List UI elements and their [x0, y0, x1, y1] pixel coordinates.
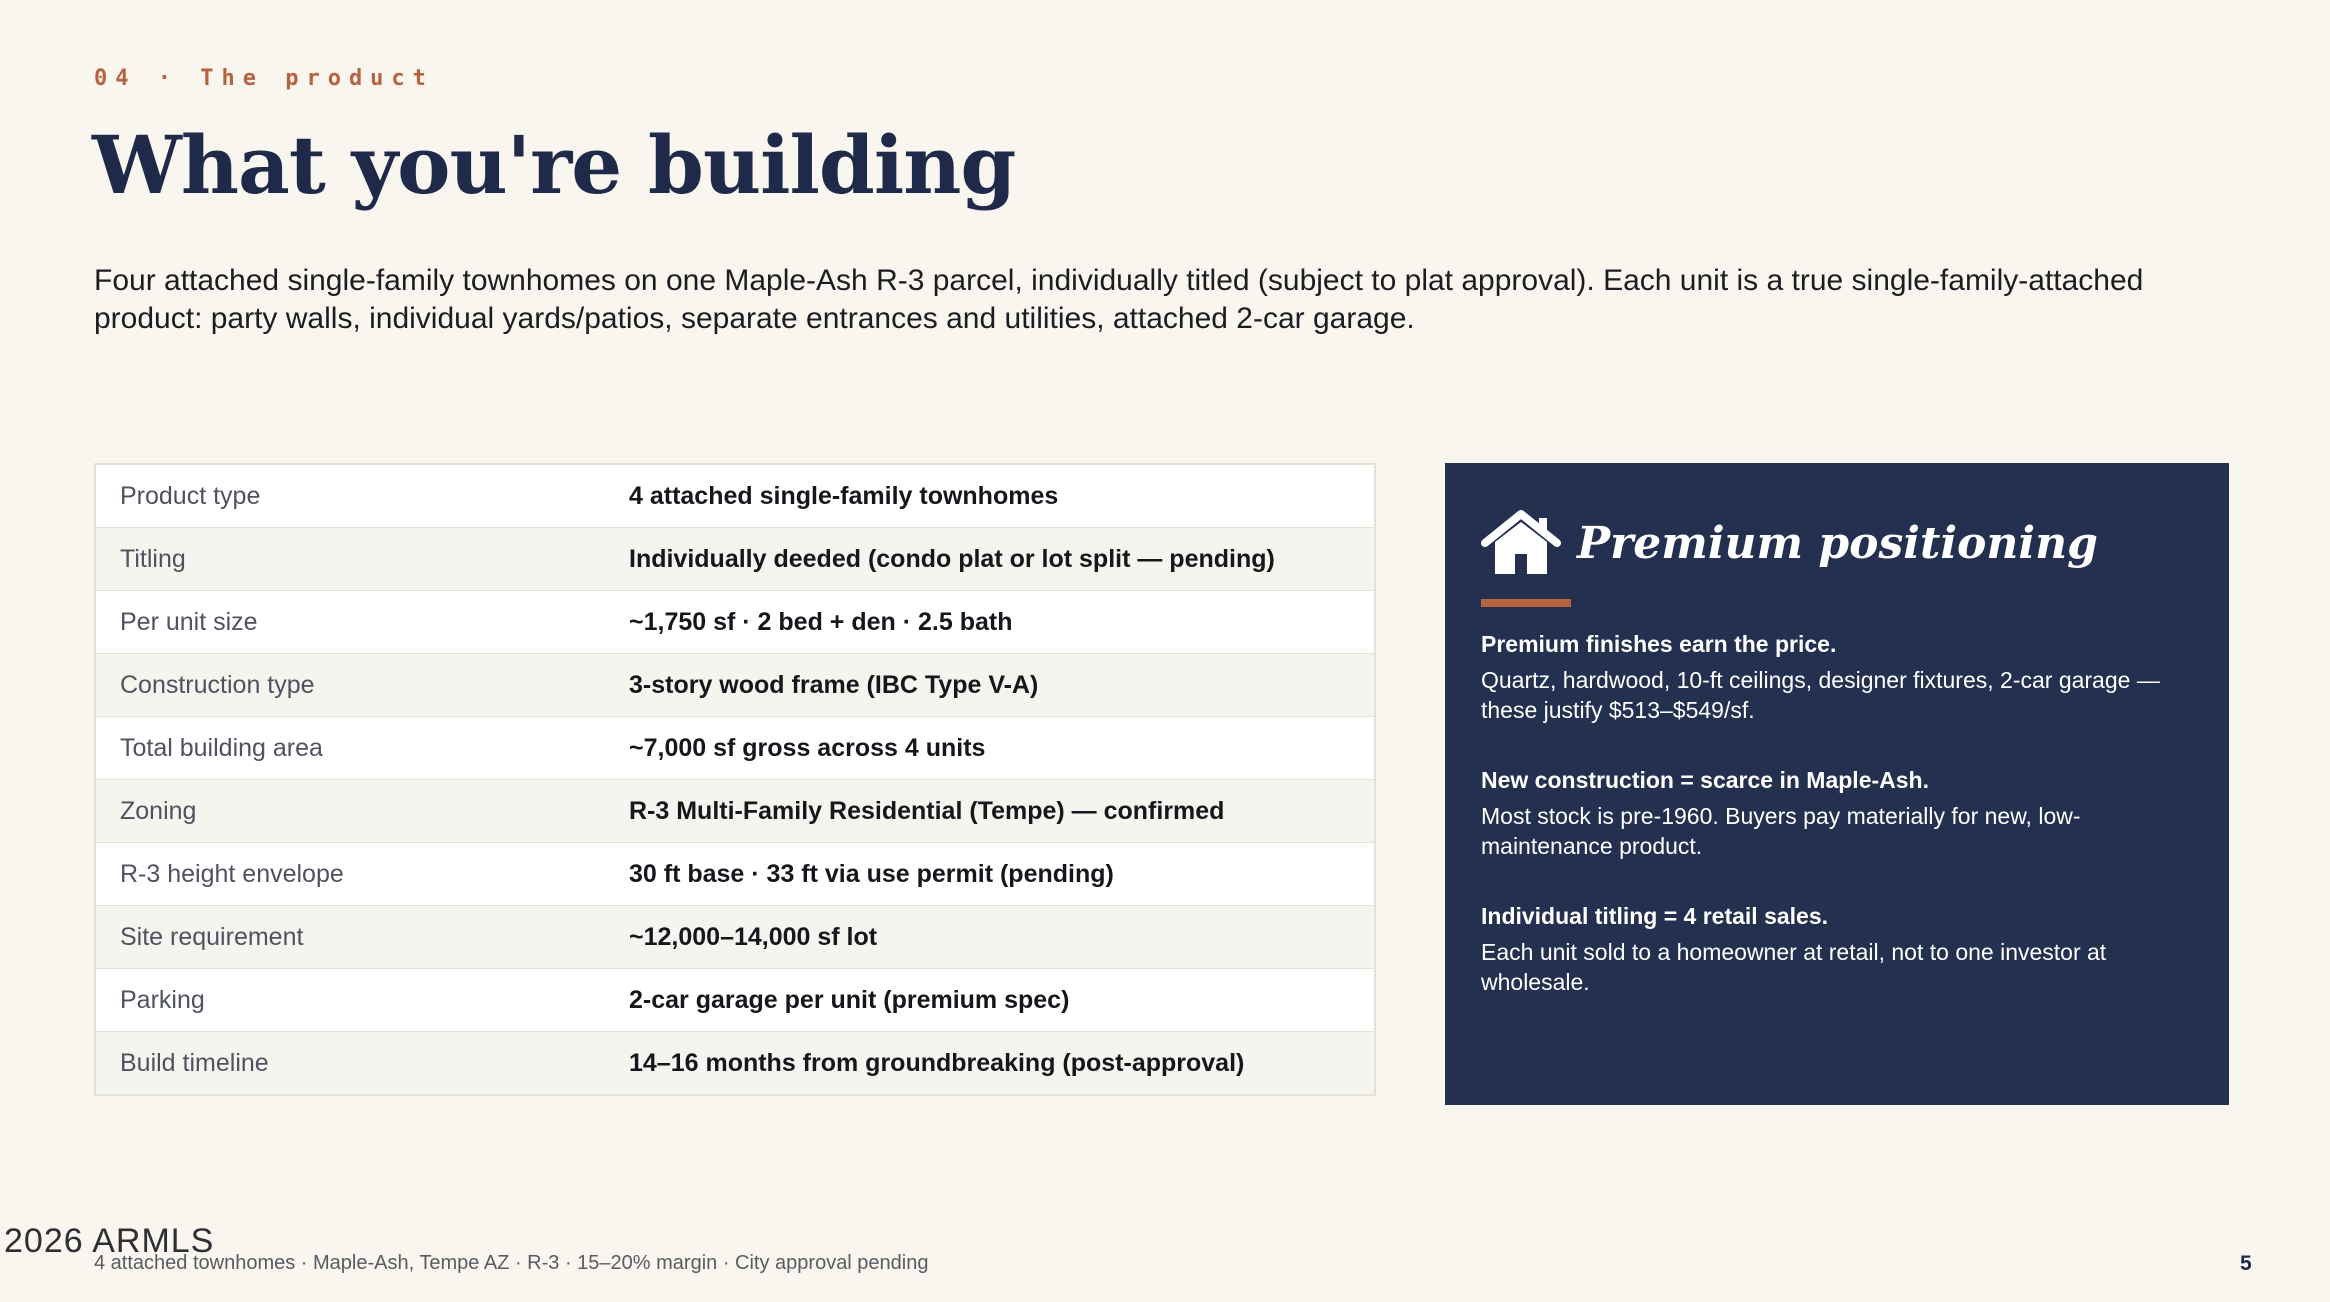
spec-value: 4 attached single-family townhomes: [605, 464, 1375, 528]
premium-positioning-panel: [1445, 463, 2229, 1105]
table-row: [95, 464, 1375, 528]
table-row: [95, 1032, 1375, 1096]
spec-value: R-3 Multi-Family Residential (Tempe) — confirmed: [605, 780, 1375, 843]
table-row: [95, 969, 1375, 1032]
spec-value: 14–16 months from groundbreaking (post-approval): [605, 1032, 1375, 1096]
page-title: What you're building: [92, 118, 1016, 212]
spec-value: ~1,750 sf · 2 bed + den · 2.5 bath: [605, 591, 1375, 654]
point-body: Quartz, hardwood, 10-ft ceilings, designer fixtures, 2-car garage — these justify $513–$549/sf.: [1481, 667, 2160, 723]
positioning-point: [1481, 765, 2193, 861]
positioning-point: [1481, 901, 2193, 997]
house-icon: [1481, 510, 1561, 576]
spec-label: Total building area: [95, 717, 605, 780]
spec-value: ~12,000–14,000 sf lot: [605, 906, 1375, 969]
point-body: Each unit sold to a homeowner at retail, not to one investor at wholesale.: [1481, 939, 2107, 995]
spec-label: Zoning: [95, 780, 605, 843]
point-heading: Individual titling = 4 retail sales.: [1481, 903, 1829, 929]
point-heading: Premium finishes earn the price.: [1481, 631, 1837, 657]
spec-label: Parking: [95, 969, 605, 1032]
spec-label: Build timeline: [95, 1032, 605, 1096]
section-kicker: 04 · The product: [94, 66, 434, 91]
spec-label: Per unit size: [95, 591, 605, 654]
table-row: [95, 528, 1375, 591]
spec-label: Construction type: [95, 654, 605, 717]
table-row: [95, 843, 1375, 906]
spec-value: 2-car garage per unit (premium spec): [605, 969, 1375, 1032]
spec-label: Product type: [95, 464, 605, 528]
panel-header: [1481, 503, 2193, 583]
table-row: [95, 717, 1375, 780]
table-row: [95, 906, 1375, 969]
table-row: [95, 780, 1375, 843]
table-row: [95, 654, 1375, 717]
point-heading: New construction = scarce in Maple-Ash.: [1481, 767, 1929, 793]
spec-value: 30 ft base · 33 ft via use permit (pending): [605, 843, 1375, 906]
accent-divider: [1481, 599, 1571, 607]
spec-label: R-3 height envelope: [95, 843, 605, 906]
table-row: [95, 591, 1375, 654]
watermark: 2026 ARMLS: [4, 1222, 215, 1260]
panel-title: Premium positioning: [1577, 517, 2098, 569]
product-spec-table: [94, 463, 1376, 1096]
positioning-point: [1481, 629, 2193, 725]
point-body: Most stock is pre-1960. Buyers pay materially for new, low-maintenance product.: [1481, 803, 2081, 859]
spec-value: Individually deeded (condo plat or lot split — pending): [605, 528, 1375, 591]
footer-summary: 4 attached townhomes · Maple-Ash, Tempe AZ · R-3 · 15–20% margin · City approval pending: [94, 1252, 929, 1274]
intro-paragraph: Four attached single-family townhomes on one Maple-Ash R-3 parcel, individually titled (subject to plat approval). Each unit is a true single-family-attached product: party walls, individual yards/patios, separate entrances and utilities, attached 2-car garage.: [94, 264, 2144, 335]
spec-label: Site requirement: [95, 906, 605, 969]
page-number: 5: [2240, 1252, 2252, 1275]
spec-value: 3-story wood frame (IBC Type V-A): [605, 654, 1375, 717]
spec-label: Titling: [95, 528, 605, 591]
spec-value: ~7,000 sf gross across 4 units: [605, 717, 1375, 780]
